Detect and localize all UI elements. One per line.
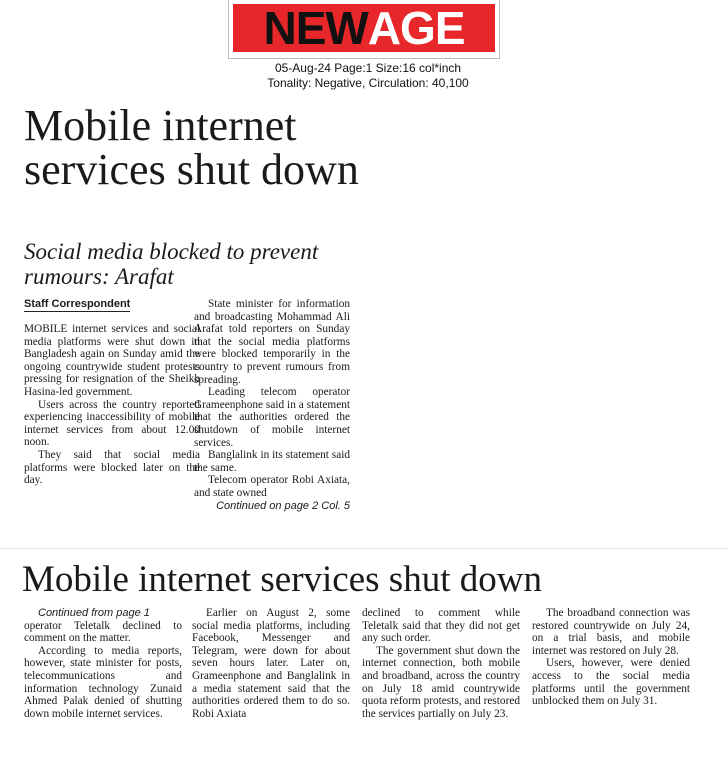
paragraph: The government shut down the internet connection, both mobile and broadband, across the country on July 18 amid countrywide quota reform protests, and restored the services partially on July 23. bbox=[362, 644, 520, 720]
jump-headline: Mobile internet services shut down bbox=[22, 559, 542, 600]
paragraph: Leading telecom operator Grameenphone said in a statement that the authorities ordered the shutdown of mobile internet services. bbox=[194, 386, 350, 449]
article-subhead: Social media blocked to prevent rumours: Arafat bbox=[24, 239, 319, 289]
clipping-meta-line2: Tonality: Negative, Circulation: 40,100 bbox=[267, 76, 469, 90]
paragraph: They said that social media platforms were blocked later on the day. bbox=[24, 448, 200, 487]
article2-column-1 bbox=[24, 607, 182, 720]
paragraph: Banglalink in its statement said the same. bbox=[194, 449, 350, 474]
logo-age-text: AGE bbox=[367, 2, 465, 54]
paragraph: According to media reports, however, state minister for posts, telecommunications and information technology Zunaid Ahmed Palak denied of shutting down mobile internet services. bbox=[24, 644, 182, 720]
article1-column-1 bbox=[24, 323, 200, 487]
paragraph: Users across the country reported experiencing inaccessibility of mobile internet services from about 12.00 noon. bbox=[24, 398, 200, 449]
paragraph: State minister for information and broadcasting Mohammad Ali Arafat told reporters on Sunday that the social media platforms were blocked temporarily in the country to prevent rumours from spreading. bbox=[194, 298, 350, 386]
paragraph: Earlier on August 2, some social media platforms, including Facebook, Messenger and Telegram, were down for about seven hours later. Later on, Grameenphone and Banglalink in a media statement said that the authorities ordered them to do so. Robi Axiata bbox=[192, 607, 350, 720]
article2-column-2 bbox=[192, 607, 350, 720]
paragraph: declined to comment while Teletalk said that they did not get any such order. bbox=[362, 607, 520, 645]
paragraph: Telecom operator Robi Axiata, and state owned bbox=[194, 474, 350, 499]
clipping-meta-line1: 05-Aug-24 Page:1 Size:16 col*inch bbox=[274, 61, 462, 75]
logo-new-text: NEW bbox=[263, 2, 368, 54]
paragraph: operator Teletalk declined to comment on the matter. bbox=[24, 619, 182, 645]
article2-column-4 bbox=[532, 607, 690, 708]
newage-logo bbox=[233, 4, 495, 52]
continued-from-note: Continued from page 1 bbox=[38, 607, 150, 619]
article1-column-2 bbox=[194, 298, 350, 512]
paragraph: Users, however, were denied access to the social media platforms until the government unblocked them on July 31. bbox=[532, 657, 690, 708]
article2-column-3 bbox=[362, 607, 520, 720]
paragraph: The broadband connection was restored countrywide on July 24, on a trial basis, and mobile internet was restored on July 28. bbox=[532, 607, 690, 657]
section-divider bbox=[0, 548, 728, 549]
continued-to-note: Continued on page 2 Col. 5 bbox=[216, 499, 350, 512]
paragraph: MOBILE internet services and social media platforms were shut down in Bangladesh again on Sunday amid the ongoing countrywide student protests pressing for resignation of the Sheikh Hasina-led government. bbox=[24, 323, 200, 398]
byline: Staff Correspondent bbox=[24, 298, 131, 310]
masthead bbox=[228, 0, 500, 59]
article-headline: Mobile internet services shut down bbox=[24, 101, 359, 194]
